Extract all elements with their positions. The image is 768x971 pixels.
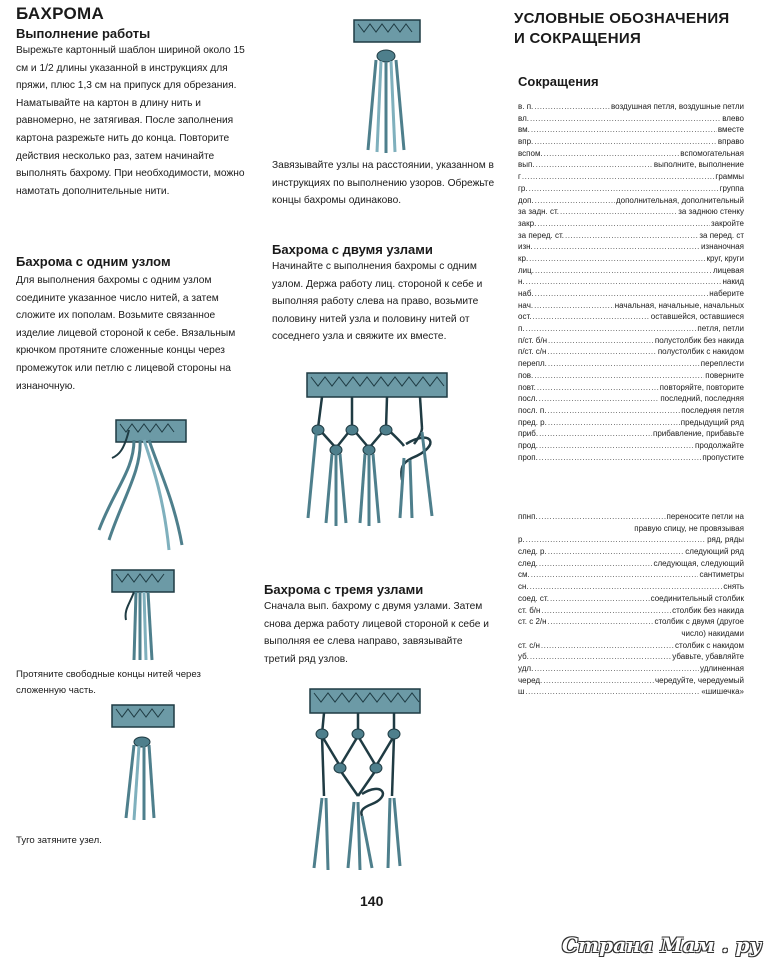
abbr-row: [518, 253, 744, 265]
abbr-row: [518, 230, 744, 242]
heading-three-knots: Бахрома с тремя узлами: [264, 582, 424, 597]
abbr-key: п/ст. б/н: [518, 335, 547, 345]
abbr-key: след. р.: [518, 547, 547, 557]
abbr-row: [518, 218, 744, 230]
abbr-row: [518, 323, 744, 335]
abbr-key: вл.: [518, 113, 529, 123]
abbr-dots: [539, 428, 652, 440]
section-title-fringe: БАХРОМА: [16, 4, 105, 23]
abbr-dots: [539, 440, 694, 452]
abbr-key: п.: [518, 324, 525, 334]
page-number: 140: [360, 893, 384, 909]
text-tie-knots: Завязывайте узлы на расстоянии, указанном в инструкциях по выполнению узоров. Обрежьте концы бахромы одинаково.: [272, 160, 495, 207]
text-one-knot: Для выполнения бахромы с одним узлом соедините указанное число нитей, а затем сложите их пополам. Возьмите связанное изделие лицевой стороной к себе. Вязальным крючком протяните сложенные концы через промежуток или петлю с лицевой стороны на изнаночную.: [16, 275, 236, 392]
abbr-key: вып.: [518, 160, 535, 170]
abbr-row: [518, 593, 744, 605]
abbr-key: закр.: [518, 218, 537, 228]
abbr-row: [518, 393, 744, 405]
abbr-row: [518, 675, 744, 687]
abbr-continuation: число) накидами: [681, 628, 744, 638]
abbr-key: пов.: [518, 370, 534, 380]
abbr-value: удлиненная: [699, 663, 744, 673]
abbr-dots: [522, 171, 715, 183]
abbr-row: [518, 136, 744, 148]
abbr-key: ппнп.: [518, 512, 538, 521]
abbr-dots: [536, 159, 653, 171]
abbr-value: дополнительная, дополнительный: [615, 195, 744, 205]
heading-one-knot: Бахрома с одним узлом: [16, 254, 171, 269]
abbr-key: посл.: [518, 394, 538, 404]
abbr-key: см.: [518, 570, 530, 580]
abbr-dots: [550, 593, 650, 605]
abbr-row: [518, 382, 744, 394]
abbr-row: [518, 569, 744, 581]
abbr-value: продолжайте: [695, 440, 744, 450]
abbr-dots: [535, 288, 709, 300]
abbr-key: впр.: [518, 137, 534, 147]
abbr-dots: [534, 300, 614, 312]
abbr-dots: [534, 663, 699, 675]
abbr-row: [518, 195, 744, 207]
abbr-row: [518, 159, 744, 171]
abbr-key: изн.: [518, 242, 533, 252]
abbr-value: ряд, ряды: [707, 535, 744, 545]
abbr-value: следующая, следующий: [653, 558, 744, 568]
abbr-row: [518, 511, 744, 523]
abbr-dots: [526, 276, 722, 288]
abbr-value: переплести: [700, 359, 744, 369]
abbr-dots: [526, 323, 697, 335]
caption-tighten-knot: Туго затяните узел.: [16, 835, 102, 846]
abbr-row: [518, 171, 744, 183]
abbr-row: [518, 663, 744, 675]
abbr-dots: [560, 206, 677, 218]
abbr-key: нач.: [518, 300, 534, 310]
illustration-three-knots: [302, 686, 462, 876]
abbr-value: соединительный столбик: [650, 593, 744, 603]
abbr-key: ш: [518, 687, 525, 697]
abbr-dots: [529, 253, 705, 265]
abbr-value: пропустите: [702, 452, 744, 462]
abbr-row: [518, 370, 744, 382]
abbr-key: соед. ст.: [518, 593, 549, 603]
abbr-dots: [547, 346, 656, 358]
abbr-value: оставшейся, оставшиеся: [650, 312, 744, 322]
abbr-row: [518, 276, 744, 288]
abbr-continuation: правую спицу, не провязывая: [634, 523, 744, 533]
abbr-dots: [530, 113, 721, 125]
abbr-key: удл.: [518, 663, 534, 673]
text-three-knots: Сначала вып. бахрому с двумя узлами. Затем снова держа работу лицевой стороной к себе и выполняя ее слева направо, завязывайте третий ряд узлов.: [264, 601, 489, 665]
abbr-value: полустолбик без накида: [654, 335, 744, 345]
abbr-row: [518, 546, 744, 558]
abbr-dots: [534, 136, 717, 148]
abbr-dots: [532, 311, 649, 323]
abbr-row: [518, 241, 744, 253]
caption-pull-free-ends: Протяните свободные концы нитей через сложенную часть.: [16, 669, 201, 696]
abbr-dots: [537, 382, 659, 394]
abbr-dots: [539, 393, 660, 405]
abbr-value: влево: [722, 113, 744, 123]
abbreviation-list-2: [518, 511, 744, 698]
abbr-row: [518, 101, 744, 113]
abbr-value: столбик с двумя (другое: [654, 617, 744, 627]
abbr-value: граммы: [715, 172, 744, 182]
abbr-value: выполните, выполнение: [653, 160, 744, 170]
abbr-key: повт.: [518, 382, 536, 392]
section-title-line2: И СОКРАЩЕНИЯ: [514, 30, 642, 47]
abbr-key: прод.: [518, 440, 538, 450]
abbr-key: за перед. ст.: [518, 230, 564, 240]
abbr-dots: [548, 335, 654, 347]
abbr-key: ст. с/н: [518, 640, 540, 650]
abbr-row: [518, 113, 744, 125]
abbr-row: [518, 581, 744, 593]
abbr-key: вспом.: [518, 148, 543, 158]
abbr-row: [518, 428, 744, 440]
abbr-value: чередуйте, чередуемый: [654, 675, 744, 685]
abbr-value: прибавление, прибавьте: [653, 429, 744, 439]
abbr-dots: [534, 101, 610, 113]
abbr-key: лиц.: [518, 265, 534, 275]
abbr-key: пред. р.: [518, 417, 547, 427]
heading-work: Выполнение работы: [16, 26, 151, 41]
abbr-row: [518, 311, 744, 323]
watermark-logo: Страна Мам . ру: [562, 933, 762, 957]
abbr-value: предыдущий ряд: [680, 417, 744, 427]
abbr-row: [518, 346, 744, 358]
section-title-line1: УСЛОВНЫЕ ОБОЗНАЧЕНИЯ: [514, 10, 730, 27]
abbr-row: [518, 452, 744, 464]
abbr-dots: [537, 218, 710, 230]
abbr-dots: [529, 183, 719, 195]
abbr-value: вместе: [717, 125, 744, 135]
abbr-value: переносите петли на: [666, 512, 744, 521]
abbr-value: последняя петля: [681, 405, 744, 415]
abbr-dots: [541, 605, 671, 617]
abbr-dots: [525, 686, 700, 698]
abbr-key: уб.: [518, 652, 529, 662]
abbr-dots: [535, 195, 615, 207]
abbr-value: столбик с накидом: [675, 640, 744, 650]
abbr-dots: [543, 675, 654, 687]
abbr-value: сантиметры: [699, 570, 744, 580]
illustration-loop: [104, 565, 184, 665]
abbr-row: [518, 440, 744, 452]
abbr-dots: [548, 546, 685, 558]
abbr-dots: [534, 370, 704, 382]
illustration-tight-knot: [104, 700, 184, 825]
abbr-value: за перед. ст: [699, 230, 744, 240]
abbr-value: лицевая: [712, 265, 744, 275]
abbr-value: повторяйте, повторите: [659, 382, 744, 392]
abbr-key: след.: [518, 558, 538, 568]
abbr-row: [518, 183, 744, 195]
abbr-key: п/ст. с/н: [518, 347, 547, 357]
abbr-row: [518, 405, 744, 417]
abbr-key: кр.: [518, 253, 529, 263]
abbr-row: [518, 206, 744, 218]
abbr-dots: [530, 581, 723, 593]
abbr-key: посл. п.: [518, 405, 547, 415]
abbr-value: за заднюю стенку: [678, 207, 744, 217]
abbr-row: [518, 265, 744, 277]
abbr-row: [518, 148, 744, 160]
abbr-value: начальная, начальные, начальных: [614, 300, 744, 310]
abbr-value: закройте: [710, 218, 744, 228]
abbr-key: ст. б/н: [518, 605, 541, 615]
abbr-value: воздушная петля, воздушные петли: [610, 102, 744, 111]
abbr-row: [518, 335, 744, 347]
text-two-knots: Начинайте с выполнения бахромы с одним узлом. Держа работу лиц. стороной к себе и выполняя работу слева на право, возьмите половину нитей узла и половину нитей от соседнего узла и свяжите их вместе.: [272, 261, 483, 343]
abbr-key: н.: [518, 277, 525, 287]
abbr-row: [518, 124, 744, 136]
abbr-key: г: [518, 172, 521, 182]
abbr-value: изнаночная: [700, 242, 744, 252]
abbr-row: [518, 558, 744, 570]
abbr-dots: [548, 417, 680, 429]
abbr-key: р.: [518, 535, 525, 545]
abbr-row: [518, 534, 744, 546]
illustration-pull-through: [94, 410, 204, 560]
abbr-key: ост.: [518, 312, 532, 322]
abbr-key: наб.: [518, 289, 534, 298]
heading-two-knots: Бахрома с двумя узлами: [272, 242, 433, 257]
abbr-value: круг, круги: [706, 253, 744, 263]
abbr-row: [518, 616, 744, 628]
abbr-row: [518, 651, 744, 663]
abbr-key: сн.: [518, 582, 529, 592]
abbr-dots: [534, 241, 700, 253]
abbr-row: [518, 300, 744, 312]
abbr-value: убавьте, убавляйте: [672, 652, 744, 662]
abbr-value: наберите: [709, 289, 744, 298]
abbr-value: накид: [722, 277, 744, 287]
abbr-key: приб.: [518, 429, 539, 439]
abbr-dots: [539, 452, 702, 464]
abbr-value: полустолбик с накидом: [657, 347, 744, 357]
abbr-value: вправо: [717, 137, 744, 147]
abbr-key: перепл.: [518, 359, 547, 369]
abbr-key: ст. с 2/н: [518, 617, 547, 627]
illustration-two-knots: [302, 368, 462, 533]
abbr-dots: [539, 511, 666, 523]
abbr-dots: [565, 230, 698, 242]
abbr-value: столбик без накида: [672, 605, 744, 615]
abbr-key: за задн. ст.: [518, 207, 559, 217]
abbr-row: [518, 358, 744, 370]
abbr-key: проп.: [518, 452, 538, 462]
abbr-row: [518, 640, 744, 652]
abbr-dots: [535, 265, 712, 277]
text-work: Вырежьте картонный шаблон шириной около 15 см и 1/2 длины указанной в инструкциях для пряжи, плюс 1,3 см на припуск для обрезания. Наматывайте на картон в длину нить и равномерно, не затягивая. После заполнения картона разрежьте нить до конца. Повторите действия несколько раз, затем начинайте выполнять бахрому. При необходимости, можно намотать дополнительные нити.: [16, 45, 245, 197]
abbr-value: петля, петли: [697, 324, 744, 334]
abbr-dots: [544, 148, 680, 160]
abbr-dots: [539, 558, 653, 570]
abbr-value: вспомогательная: [680, 148, 744, 158]
abbr-row: [518, 605, 744, 617]
abbr-dots: [531, 569, 699, 581]
abbr-row: [518, 288, 744, 300]
abbr-key: в. п.: [518, 102, 534, 111]
abbr-dots: [548, 616, 654, 628]
illustration-tassel: [342, 10, 432, 160]
abbr-key: доп.: [518, 195, 534, 205]
abbr-key: гр.: [518, 183, 528, 193]
abbr-key: вм.: [518, 125, 530, 135]
heading-abbreviations: Сокращения: [518, 74, 599, 89]
abbr-value: снять: [723, 582, 744, 592]
abbr-value: «шишечка»: [701, 687, 744, 697]
abbreviation-list: [518, 101, 744, 463]
abbr-dots: [548, 358, 700, 370]
abbr-dots: [541, 640, 674, 652]
abbr-dots: [531, 124, 717, 136]
abbr-value: группа: [719, 183, 744, 193]
abbr-dots: [526, 534, 706, 546]
abbr-row: [518, 417, 744, 429]
abbr-row: [518, 686, 744, 698]
abbr-value: поверните: [705, 370, 744, 380]
abbr-value: следующий ряд: [685, 547, 744, 557]
abbr-key: черед.: [518, 675, 543, 685]
abbr-dots: [547, 405, 680, 417]
abbr-value: последний, последняя: [660, 394, 744, 404]
abbr-dots: [530, 651, 671, 663]
